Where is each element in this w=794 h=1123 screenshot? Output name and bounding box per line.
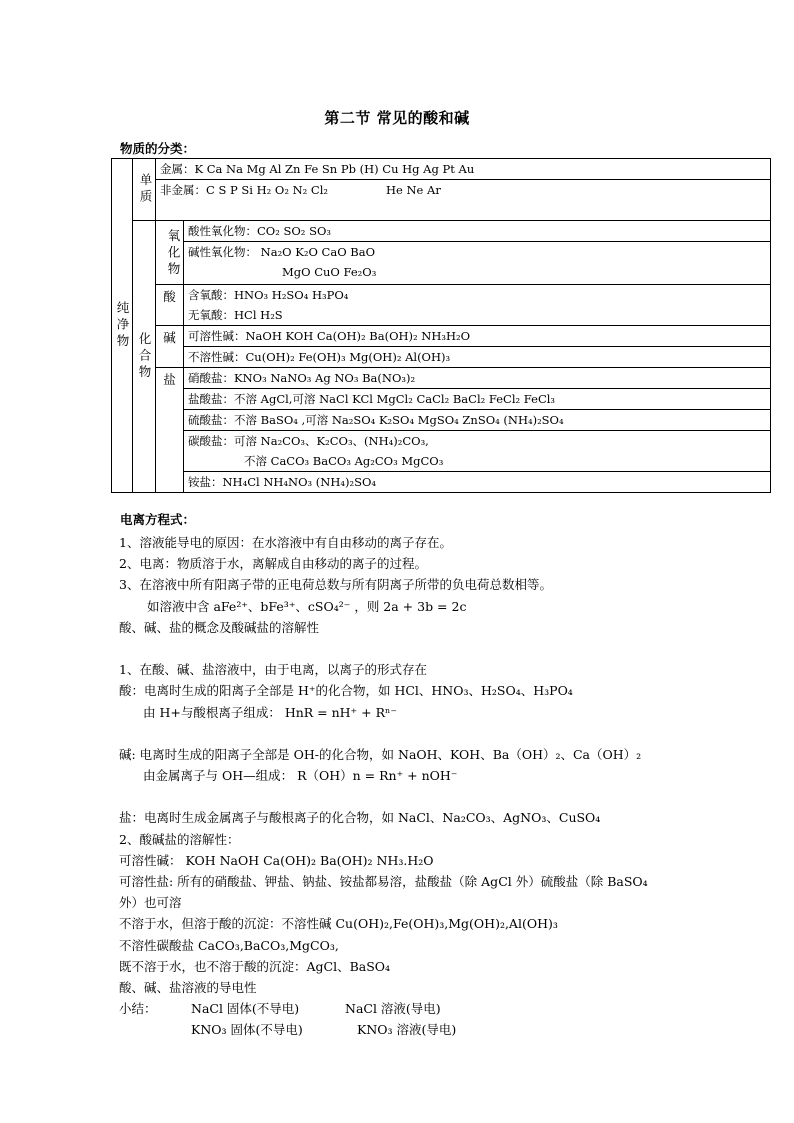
soluble-base-row: 可溶性碱：NaOH KOH Ca(OH)₂ Ba(OH)₂ NH₃H₂O: [184, 326, 771, 347]
noble-gas-text: He Ne Ar: [386, 183, 441, 197]
metal-row: 金属：K Ca Na Mg Al Zn Fe Sn Pb (H) Cu Hg Ag Pt Au: [156, 159, 771, 180]
classification-table: [111, 158, 771, 493]
text-line: 碱: 电离时生成的阳离子全部是 OH-的化合物，如 NaOH、KOH、Ba（OH）₂、Ca（OH）₂: [119, 746, 642, 762]
basic-oxide-line-2: MgO CuO Fe₂O₃: [282, 265, 377, 279]
text-line: 2、酸碱盐的溶解性：: [119, 831, 240, 847]
text-line: 由金属离子与 OH—组成： R（OH）n = Rn⁺ + nOH⁻: [143, 768, 458, 784]
compound-cell: 化合物: [133, 221, 156, 493]
text-line: 2、电离：物质溶于水，离解成自由移动的离子的过程。: [119, 556, 427, 572]
oxyacid-row: 含氧酸：HNO₃ H₂SO₄ H₃PO₄: [184, 285, 771, 306]
salt-cell: 盐: [156, 368, 184, 493]
base-cell: 碱: [156, 326, 184, 368]
text-line: 酸、碱、盐溶液的导电性: [119, 979, 257, 995]
summary-line-2: [119, 1019, 779, 1040]
carbonate-line-1: 碳酸盐：可溶 Na₂CO₃、K₂CO₃、(NH₄)₂CO₃,: [188, 434, 429, 448]
acidic-oxide-row: 酸性氧化物：CO₂ SO₂ SO₃: [184, 221, 771, 242]
text-line: 不溶于水，但溶于酸的沉淀：不溶性碱 Cu(OH)₂,Fe(OH)₃,Mg(OH)₂,Al(OH)₃: [119, 916, 558, 932]
summary-item: NaCl 溶液(导电): [345, 1001, 441, 1017]
nonmetal-text: 非金属：C S P Si H₂ O₂ N₂ Cl₂: [160, 183, 328, 197]
acid-cell: 酸: [156, 285, 184, 326]
text-line: 盐：电离时生成金属离子与酸根离子的化合物，如 NaCl、Na₂CO₃、AgNO₃、CuSO₄: [119, 810, 601, 826]
ionization-heading: 电离方程式：: [120, 512, 196, 527]
text-line: 3、在溶液中所有阳离子带的正电荷总数与所有阴离子所带的负电荷总数相等。: [119, 577, 552, 593]
ammonium-row: 铵盐：NH₄Cl NH₄NO₃ (NH₄)₂SO₄: [184, 472, 771, 493]
summary-label: 小结：: [119, 1001, 157, 1017]
nitrate-row: 硝酸盐：KNO₃ NaNO₃ Ag NO₃ Ba(NO₃)₂: [184, 368, 771, 389]
text-line: 可溶性盐: 所有的硝酸盐、钾盐、钠盐、铵盐都易溶，盐酸盐（除 AgCl 外）硫酸盐（除 BaSO₄: [119, 874, 648, 889]
text-line: 外）也可溶: [119, 895, 182, 911]
carbonate-line-2: 不溶 CaCO₃ BaCO₃ Ag₂CO₃ MgCO₃: [244, 454, 444, 468]
summary-line-1: [119, 998, 779, 1019]
oxide-cell: 氧化物: [156, 221, 184, 285]
text-line: 酸、碱、盐的概念及酸碱盐的溶解性: [119, 619, 320, 635]
pure-substance-cell: 纯净物: [112, 159, 133, 493]
element-cell: 单质: [133, 159, 156, 221]
summary-item: KNO₃ 固体(不导电): [191, 1022, 303, 1038]
chloride-row: 盐酸盐：不溶 AgCl,可溶 NaCl KCl MgCl₂ CaCl₂ BaCl₂ FeCl₂ FeCl₃: [184, 389, 771, 410]
text-line: 如溶液中含 aFe²⁺、bFe³⁺、cSO₄²⁻ ，则 2a + 3b = 2c: [147, 598, 467, 614]
summary-item: KNO₃ 溶液(导电): [357, 1022, 457, 1038]
text-line: 1、溶液能导电的原因：在水溶液中有自由移动的离子存在。: [119, 535, 452, 550]
text-line: 由 H+与酸根离子组成： HnR = nH⁺ + Rⁿ⁻: [143, 704, 397, 720]
basic-oxide-line-1: 碱性氧化物： Na₂O K₂O CaO BaO: [188, 245, 376, 259]
text-line: 1、在酸、碱、盐溶液中，由于电离，以离子的形式存在: [119, 662, 427, 678]
classification-heading: 物质的分类：: [120, 141, 196, 156]
summary-item: NaCl 固体(不导电): [191, 1001, 300, 1017]
sulfate-row: 硫酸盐：不溶 BaSO₄ ,可溶 Na₂SO₄ K₂SO₄ MgSO₄ ZnSO₄ (NH₄)₂SO₄: [184, 410, 771, 431]
nonmetal-row: [156, 180, 771, 221]
page-title: 第二节 常见的酸和碱: [324, 109, 470, 127]
basic-oxide-row: [184, 242, 771, 285]
text-line: 可溶性碱： KOH NaOH Ca(OH)₂ Ba(OH)₂ NH₃.H₂O: [119, 852, 434, 868]
body-text: [119, 532, 779, 1041]
text-line: 酸：电离时生成的阳离子全部是 H⁺的化合物，如 HCl、HNO₃、H₂SO₄、H₃PO₄: [119, 683, 573, 699]
carbonate-row: [184, 431, 771, 472]
insoluble-base-row: 不溶性碱：Cu(OH)₂ Fe(OH)₃ Mg(OH)₂ Al(OH)₃: [184, 347, 771, 368]
anoxyacid-row: 无氧酸：HCl H₂S: [184, 305, 771, 326]
text-line: 不溶性碳酸盐 CaCO₃,BaCO₃,MgCO₃,: [119, 937, 339, 953]
text-line: 既不溶于水，也不溶于酸的沉淀：AgCl、BaSO₄: [119, 958, 391, 974]
